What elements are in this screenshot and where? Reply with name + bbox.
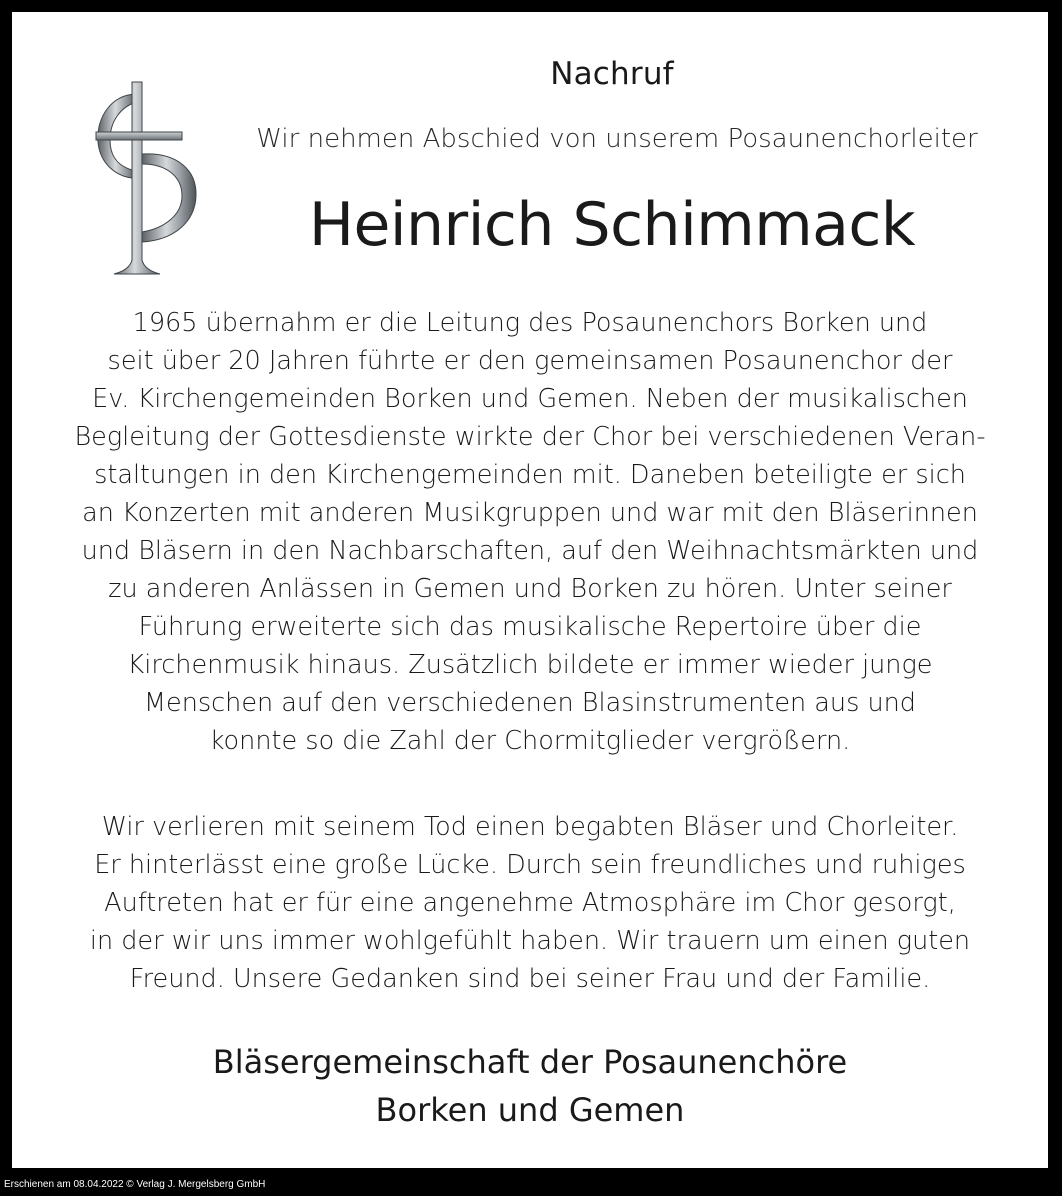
- text-line: zu anderen Anlässen in Gemen und Borken zu hören. Unter seiner: [108, 574, 952, 604]
- publication-footer: Erschienen am 08.04.2022 © Verlag J. Mergelsberg GmbH: [4, 1179, 266, 1190]
- obituary-notice: [12, 12, 1048, 1168]
- signature-line: Bläsergemeinschaft der Posaunenchöre: [212, 1043, 848, 1081]
- signature-line: Borken und Gemen: [375, 1091, 685, 1129]
- tribute-paragraph-2: [32, 808, 1028, 998]
- cross-emblem-icon: [82, 72, 212, 282]
- text-line: und Bläsern in den Nachbarschaften, auf den Weihnachtsmärkten und: [81, 536, 979, 566]
- text-line: konnte so die Zahl der Chormitglieder vergrößern.: [209, 726, 851, 756]
- signature-block: [32, 1038, 1028, 1134]
- text-line: an Konzerten mit anderen Musikgruppen und war mit den Bläserinnen: [82, 498, 978, 528]
- text-line: 1965 übernahm er die Leitung des Posaunenchors Borken und: [132, 308, 928, 338]
- text-line: staltungen in den Kirchengemeinden mit. Daneben beteiligte er sich: [94, 460, 966, 490]
- text-line: Führung erweiterte sich das musikalische Repertoire über die: [138, 612, 922, 642]
- text-line: Menschen auf den verschiedenen Blasinstrumenten aus und: [144, 688, 916, 718]
- text-line: Ev. Kirchengemeinden Borken und Gemen. Neben der musikalischen: [92, 384, 968, 414]
- tribute-paragraph-1: [32, 304, 1028, 760]
- text-line: seit über 20 Jahren führte er den gemeinsamen Posaunenchor der: [107, 346, 953, 376]
- text-line: Kirchenmusik hinaus. Zusätzlich bildete er immer wieder junge: [127, 650, 933, 680]
- notice-intro: Wir nehmen Abschied von unserem Posaunenchorleiter: [256, 124, 978, 154]
- text-line: Er hinterlässt eine große Lücke. Durch sein freundliches und ruhiges: [94, 850, 966, 880]
- notice-heading: Nachruf: [550, 56, 674, 92]
- text-line: in der wir uns immer wohlgefühlt haben. Wir trauern um einen guten: [89, 926, 971, 956]
- text-line: Wir verlieren mit seinem Tod einen begabten Bläser und Chorleiter.: [101, 812, 959, 842]
- text-line: Auftreten hat er für eine angenehme Atmosphäre im Chor gesorgt,: [104, 888, 956, 918]
- text-line: Begleitung der Gottesdienste wirkte der Chor bei verschiedenen Veran-: [74, 422, 986, 452]
- deceased-name: Heinrich Schimmack: [308, 190, 916, 260]
- text-line: Freund. Unsere Gedanken sind bei seiner Frau und der Familie.: [129, 964, 931, 994]
